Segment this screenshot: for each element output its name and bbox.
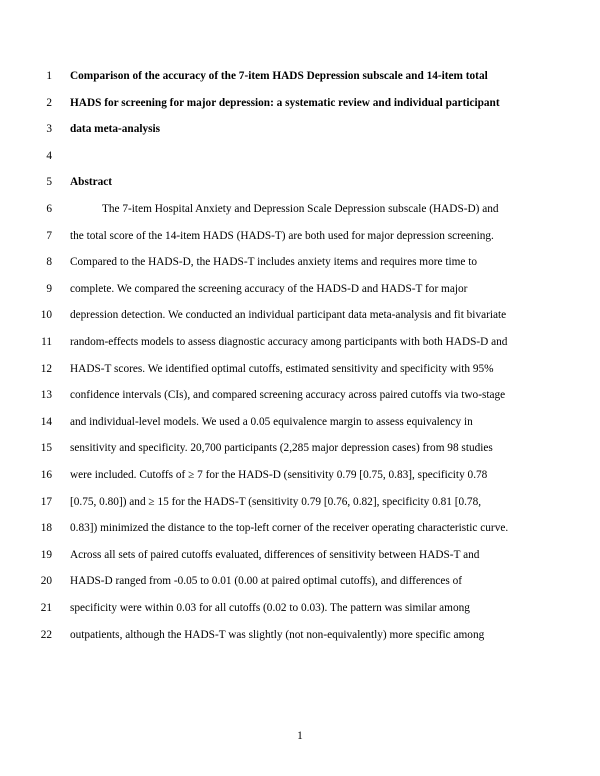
line-number: 3 (46, 123, 52, 136)
line-number: 21 (40, 602, 52, 614)
manuscript-line (0, 120, 600, 138)
manuscript-line (0, 253, 600, 271)
manuscript-line (0, 147, 600, 165)
manuscript-line (0, 200, 600, 218)
manuscript-line (0, 173, 600, 191)
body-text: outpatients, although the HADS-T was slightly (not non-equivalently) more specific among (70, 628, 485, 641)
manuscript-line (0, 413, 600, 431)
line-number: 8 (46, 256, 52, 269)
manuscript-line (0, 466, 600, 484)
line-number: 19 (40, 548, 52, 561)
manuscript-line (0, 599, 600, 617)
manuscript-line (0, 333, 600, 351)
body-text: random-effects models to assess diagnostic accuracy among participants with both HADS-D and (70, 336, 508, 348)
body-text: The 7-item Hospital Anxiety and Depression Scale Depression subscale (HADS-D) and (102, 203, 499, 215)
line-number: 9 (46, 282, 52, 295)
body-text: HADS-T scores. We identified optimal cutoffs, estimated sensitivity and specificity with 95% (70, 362, 494, 375)
body-text: HADS-D ranged from -0.05 to 0.01 (0.00 at paired optimal cutoffs), and differences of (70, 575, 463, 588)
body-text: sensitivity and specificity. 20,700 participants (2,285 major depression cases) from 98 studies (70, 442, 493, 455)
heading-text: HADS for screening for major depression: a systematic review and individual participant (70, 96, 500, 109)
manuscript-line (0, 546, 600, 564)
manuscript-line (0, 360, 600, 378)
line-number: 16 (40, 469, 52, 481)
manuscript-line (0, 280, 600, 298)
body-text: the total score of the 14-item HADS (HADS-T) are both used for major depression screening. (70, 229, 494, 242)
body-text: specificity were within 0.03 for all cutoffs (0.02 to 0.03). The pattern was similar among (70, 602, 470, 614)
body-text: were included. Cutoffs of ≥ 7 for the HADS-D (sensitivity 0.79 [0.75, 0.83], specificity 0.78 (70, 469, 488, 481)
heading-text: Comparison of the accuracy of the 7-item HADS Depression subscale and 14-item total (70, 70, 488, 82)
heading-text: Abstract (70, 176, 113, 189)
line-number: 10 (40, 309, 52, 322)
line-number: 22 (40, 628, 52, 641)
line-number: 13 (40, 389, 52, 402)
line-number: 20 (40, 575, 52, 588)
line-number: 4 (46, 149, 52, 162)
manuscript-line (0, 519, 600, 537)
manuscript-line (0, 94, 600, 112)
manuscript-line (0, 386, 600, 404)
body-text: depression detection. We conducted an individual participant data meta-analysis and fit bivariate (70, 309, 507, 322)
manuscript-line (0, 493, 600, 511)
manuscript-line (0, 626, 600, 644)
body-text: Across all sets of paired cutoffs evaluated, differences of sensitivity between HADS-T and (70, 548, 480, 561)
body-text: 0.83]) minimized the distance to the top-left corner of the receiver operating characteristic curve. (70, 522, 509, 535)
line-number: 18 (40, 522, 52, 535)
body-text: [0.75, 0.80]) and ≥ 15 for the HADS-T (sensitivity 0.79 [0.76, 0.82], specificity 0.81 [0.78, (70, 495, 482, 508)
line-number: 5 (46, 176, 52, 189)
line-number: 14 (40, 415, 52, 428)
line-number: 15 (40, 442, 52, 455)
line-number: 11 (41, 336, 52, 348)
line-number: 7 (46, 229, 52, 242)
body-text: confidence intervals (CIs), and compared screening accuracy across paired cutoffs via two-stage (70, 389, 506, 402)
manuscript-line (0, 306, 600, 324)
line-number: 1 (46, 70, 52, 82)
line-number: 17 (40, 495, 52, 508)
manuscript-line (0, 572, 600, 590)
manuscript-line (0, 439, 600, 457)
line-number: 6 (46, 203, 52, 215)
manuscript-line (0, 67, 600, 85)
body-text: complete. We compared the screening accuracy of the HADS-D and HADS-T for major (70, 282, 468, 295)
line-number: 12 (40, 362, 52, 375)
line-number: 2 (46, 96, 52, 109)
manuscript-line (0, 227, 600, 245)
page-number: 1 (297, 730, 303, 742)
body-text: and individual-level models. We used a 0.05 equivalence margin to assess equivalency in (70, 415, 473, 428)
heading-text: data meta-analysis (70, 123, 161, 136)
body-text: Compared to the HADS-D, the HADS-T includes anxiety items and requires more time to (70, 256, 478, 269)
